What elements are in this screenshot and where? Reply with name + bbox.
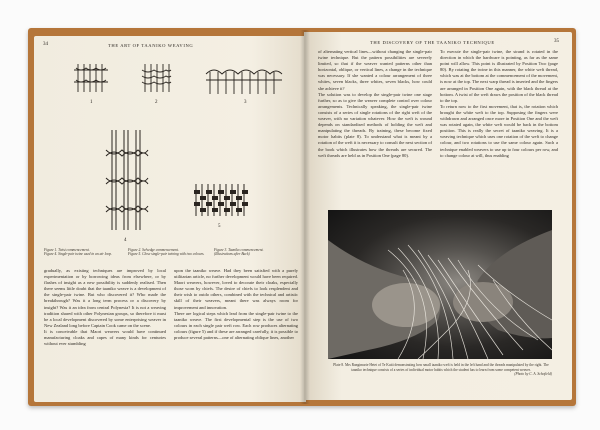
figure-3-illustration	[204, 66, 284, 96]
right-page	[304, 32, 572, 400]
figure-caption-col3: Figure 3. Taaniko commencement. (Illustrations after Buck)	[214, 248, 264, 257]
left-body-column-1: gradually, as existing techniques are improved by local experimentation or by borrowing ideas from elsewhere, or by flashes of insight as a new possibility is suddenly realised. Then there seems little doubt that the taaniko weave is a development of the single-pair twine. But who discovered it? Who made the breakthrough? Was it a long term process or a discovery by insight? Was it an idea from central Polynesia? It is not a weaving tradition shared with other Polynesian groups, so therefore it must be a local development discovered by some enterprising weaver in New Zealand long before Captain Cook came on the scene. It is conceivable that Maori weavers would have continued manufacturing cloaks and capes of many kinds for centuries without ever stumbling	[44, 268, 166, 347]
figure-3-number: 3	[244, 100, 247, 105]
right-running-head: THE DISCOVERY OF THE TAANIKO TECHNIQUE	[370, 40, 495, 45]
figure-5-illustration	[192, 182, 250, 218]
figure-1-illustration	[72, 62, 110, 96]
left-page-number: 34	[43, 42, 48, 47]
right-page-number: 35	[554, 39, 559, 44]
plate-8-caption-text: Plate 8. Mrs Rangimarie Hetet of Te Kuiti demonstrating how small taaniko weft is held in the left hand and the threads manipulated by the right. The taaniko technique consists of a series of individual motor habits which the student has to learn from some competent weaver.	[333, 363, 549, 372]
book-gutter	[300, 30, 310, 404]
right-body-column-1: of alternating vertical lines—without changing the single-pair twine technique. But the pattern possibilities are severely limited, so that if the weaver wanted patterns other than horizontal, oblique, or vertical lines, a change in the technique was necessary. If she wanted a colour arrangement of three whites, seven blacks, three whites, seven blacks, how could she achieve it? The solution was to develop the single-pair twine one stage further, so as to give the weaver complete control over colour arrangements. Technically speaking, the single-pair twine consists of a series of single rotations of the right weft of the weaver, with no variation whatever. How the weft is wound depends on standardised methods of holding the weft and manipulating the threads. By training, these become fixed motor habits (plate 8). To understand what is meant by a rotation of the weft it is necessary to consult the next section of the book which illustrates how the threads are secured. The weft threads are held as in Position One (page 80).	[318, 49, 432, 158]
plate-8-photograph	[328, 210, 552, 359]
figure-4-number: 4	[124, 238, 127, 243]
figure-1-number: 1	[90, 100, 93, 105]
figure-caption-col2: Figure 2. Selvedge commencement. Figure 5. Close single-pair twining with two colours.	[128, 248, 205, 257]
figure-4-illustration	[104, 128, 150, 232]
left-body-column-2: upon the taaniko weave. Had they been satisfied with a purely utilitarian article, no further development would have been required. Maori weavers, however, loved to decorate their cloaks, especially those worn by chiefs. The desire of chiefs to look resplendent and their wish to outdo others, combined with the technical and artistic skill of their weavers, meant there was always room for improvement and innovation. There are logical steps which lead from the single-pair twine to the taaniko weave. The first developmental step is the use of two colours in each single pair weft row. Each row produces alternating colours (figure 5) and if these are arranged carefully, it is possible to produce several patterns—one of alternating oblique lines, another	[174, 268, 298, 341]
weaving-hands-image	[328, 210, 552, 359]
plate-8-caption	[330, 363, 552, 377]
left-page	[34, 36, 306, 402]
right-body-column-2: To execute the single-pair twine, the strand is rotated in the direction in which the hardware is pointing, as far as the same point will allow. This point is illustrated by Position Two (page 80). By rotating the twine in this manner, the white weft thread, which was at the bottom at the commencement of the movement, is now at the top. The next warp thread is inserted and the fingers are arranged in Position One again, with the black thread at the bottom. A twist of the weft draws the position of the black thread to the top. To return now to the first movement, that is, the rotation which brought the white weft to the top. Supposing the fingers were withdrawn and arranged once more in Position One and the weft was rotated again, the white weft would be back in the bottom position. This is really the secret of taaniko weaving. It is a weaving technique which uses one rotation of the weft to change colour, and two rotations to use the same colour again. Such a technique enabled weavers to use up to four colours per row, and to change colour at will, thus enabling	[440, 49, 558, 158]
figure-2-illustration	[140, 62, 172, 96]
figure-2-number: 2	[155, 100, 158, 105]
figure-caption-col1: Figure 1. Twist commencement. Figure 4. Single-pair twine used in an air loop.	[44, 248, 112, 257]
photo-credit: (Photo by C. A. Schofield)	[514, 372, 552, 377]
left-running-head: THE ART OF TAANIKO WEAVING	[108, 43, 194, 48]
figure-5-number: 5	[218, 224, 221, 229]
